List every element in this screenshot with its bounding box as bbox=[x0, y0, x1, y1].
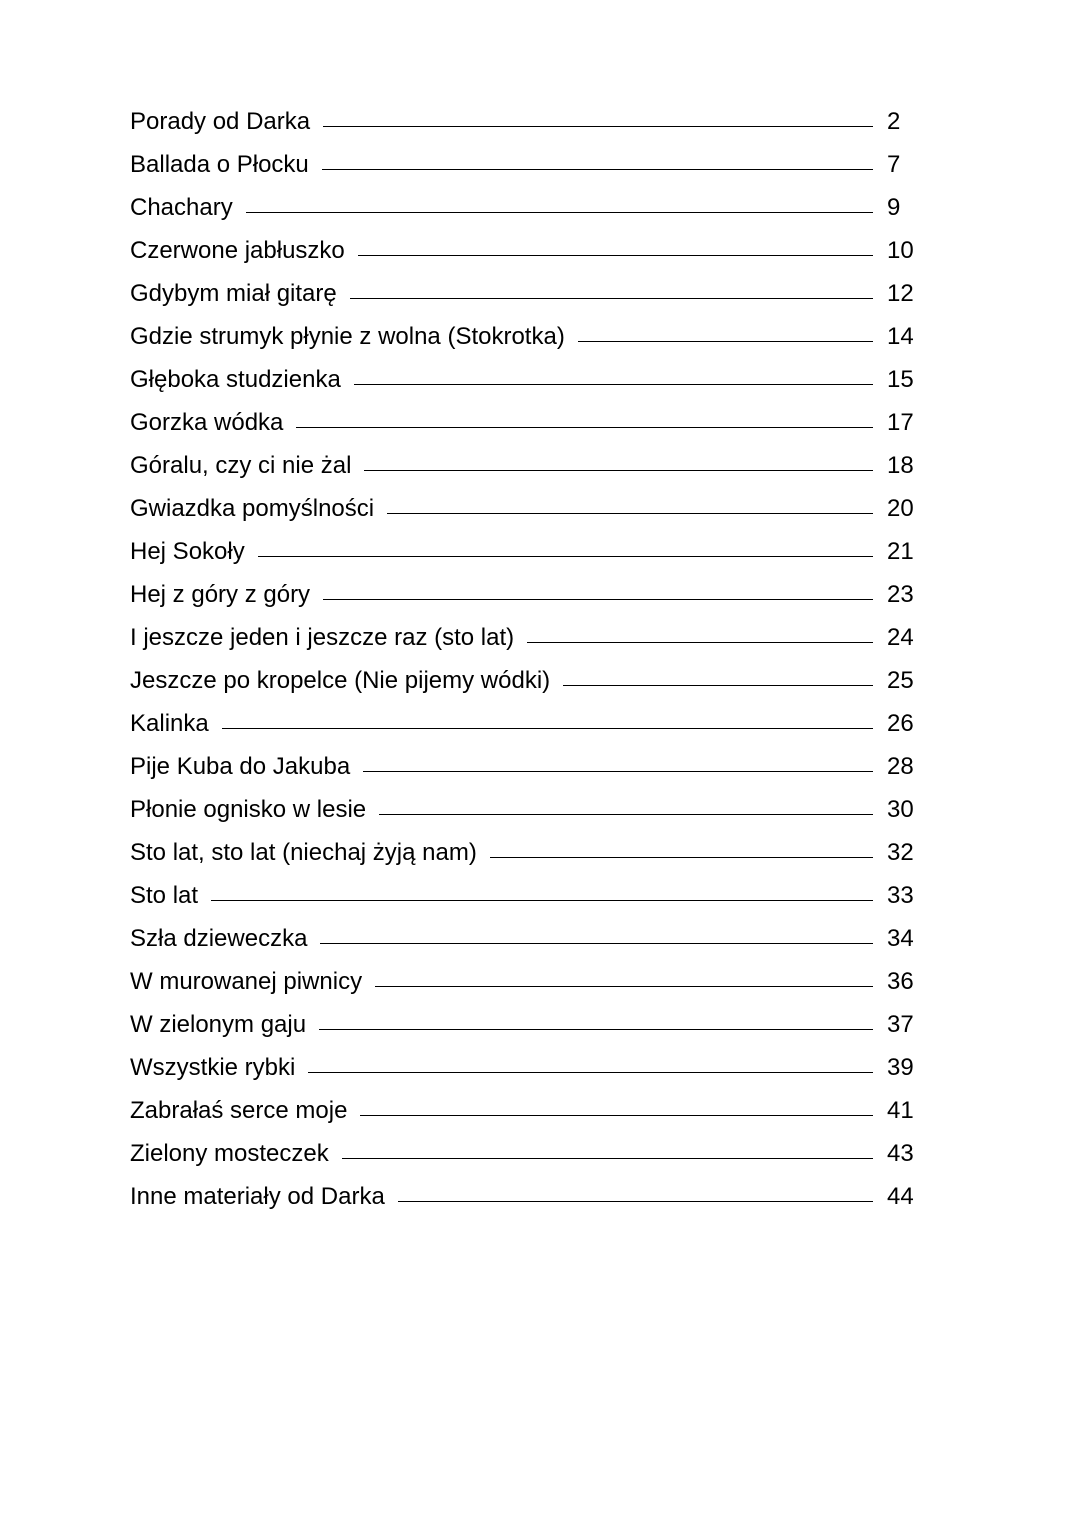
toc-entry-page-number: 24 bbox=[887, 624, 914, 651]
toc-entry[interactable] bbox=[130, 401, 915, 444]
toc-entry-page-number: 41 bbox=[887, 1097, 914, 1124]
toc-entry-page-number: 32 bbox=[887, 839, 914, 866]
toc-entry-title: Hej Sokoły bbox=[130, 538, 245, 565]
toc-entry-title: Zielony mosteczek bbox=[130, 1140, 329, 1167]
toc-entry-page-number: 23 bbox=[887, 581, 914, 608]
toc-leader-line bbox=[342, 1158, 873, 1159]
toc-entry-page-number: 2 bbox=[887, 108, 901, 135]
toc-entry[interactable] bbox=[130, 659, 915, 702]
toc-entry-page-number: 26 bbox=[887, 710, 914, 737]
toc-leader-line bbox=[296, 427, 873, 428]
toc-entry-title: Jeszcze po kropelce (Nie pijemy wódki) bbox=[130, 667, 551, 694]
toc-entry-page-number: 14 bbox=[887, 323, 914, 350]
toc-entry-title: Głęboka studzienka bbox=[130, 366, 341, 393]
toc-entry-title: W zielonym gaju bbox=[130, 1011, 307, 1038]
toc-leader-line bbox=[379, 814, 873, 815]
toc-entry[interactable] bbox=[130, 573, 915, 616]
toc-entry[interactable] bbox=[130, 530, 915, 573]
toc-leader-line bbox=[320, 943, 873, 944]
toc-entry[interactable] bbox=[130, 1046, 915, 1089]
toc-entry[interactable] bbox=[130, 1089, 915, 1132]
toc-entry[interactable] bbox=[130, 788, 915, 831]
toc-entry-title: Pije Kuba do Jakuba bbox=[130, 753, 351, 780]
table-of-contents bbox=[130, 100, 915, 1218]
toc-leader-line bbox=[398, 1201, 873, 1202]
toc-entry[interactable] bbox=[130, 917, 915, 960]
toc-leader-line bbox=[387, 513, 873, 514]
toc-entry-page-number: 9 bbox=[887, 194, 901, 221]
toc-entry[interactable] bbox=[130, 143, 915, 186]
toc-entry[interactable] bbox=[130, 1175, 915, 1218]
toc-entry[interactable] bbox=[130, 1003, 915, 1046]
toc-leader-line bbox=[363, 771, 873, 772]
toc-entry-title: Ballada o Płocku bbox=[130, 151, 309, 178]
toc-leader-line bbox=[358, 255, 873, 256]
toc-entry[interactable] bbox=[130, 229, 915, 272]
toc-entry[interactable] bbox=[130, 487, 915, 530]
toc-entry-title: Gwiazdka pomyślności bbox=[130, 495, 375, 522]
toc-entry-page-number: 10 bbox=[887, 237, 914, 264]
toc-entry[interactable] bbox=[130, 100, 915, 143]
toc-entry-title: Sto lat bbox=[130, 882, 199, 909]
toc-entry-title: Gdzie strumyk płynie z wolna (Stokrotka) bbox=[130, 323, 565, 350]
toc-entry-page-number: 44 bbox=[887, 1183, 914, 1210]
toc-entry-page-number: 36 bbox=[887, 968, 914, 995]
toc-entry-title: Chachary bbox=[130, 194, 233, 221]
toc-leader-line bbox=[222, 728, 873, 729]
toc-entry-page-number: 37 bbox=[887, 1011, 914, 1038]
toc-leader-line bbox=[354, 384, 873, 385]
toc-entry-page-number: 17 bbox=[887, 409, 914, 436]
toc-entry-page-number: 34 bbox=[887, 925, 914, 952]
toc-entry[interactable] bbox=[130, 702, 915, 745]
toc-leader-line bbox=[211, 900, 873, 901]
toc-entry-page-number: 20 bbox=[887, 495, 914, 522]
toc-entry-title: W murowanej piwnicy bbox=[130, 968, 363, 995]
toc-entry-title: I jeszcze jeden i jeszcze raz (sto lat) bbox=[130, 624, 515, 651]
toc-entry[interactable] bbox=[130, 186, 915, 229]
toc-entry-page-number: 43 bbox=[887, 1140, 914, 1167]
toc-entry-page-number: 33 bbox=[887, 882, 914, 909]
toc-entry-title: Porady od Darka bbox=[130, 108, 311, 135]
toc-entry-page-number: 25 bbox=[887, 667, 914, 694]
toc-entry-page-number: 30 bbox=[887, 796, 914, 823]
toc-entry-title: Góralu, czy ci nie żal bbox=[130, 452, 352, 479]
toc-entry-page-number: 7 bbox=[887, 151, 901, 178]
toc-entry-title: Gorzka wódka bbox=[130, 409, 284, 436]
toc-leader-line bbox=[490, 857, 873, 858]
toc-entry-title: Czerwone jabłuszko bbox=[130, 237, 345, 264]
toc-entry-title: Szła dzieweczka bbox=[130, 925, 308, 952]
toc-entry[interactable] bbox=[130, 874, 915, 917]
toc-leader-line bbox=[527, 642, 873, 643]
toc-leader-line bbox=[360, 1115, 873, 1116]
toc-leader-line bbox=[246, 212, 873, 213]
toc-entry-title: Wszystkie rybki bbox=[130, 1054, 296, 1081]
toc-leader-line bbox=[308, 1072, 873, 1073]
toc-entry[interactable] bbox=[130, 616, 915, 659]
toc-entry[interactable] bbox=[130, 960, 915, 1003]
toc-entry-title: Płonie ognisko w lesie bbox=[130, 796, 367, 823]
toc-leader-line bbox=[578, 341, 873, 342]
toc-entry[interactable] bbox=[130, 831, 915, 874]
toc-entry-page-number: 28 bbox=[887, 753, 914, 780]
toc-entry[interactable] bbox=[130, 272, 915, 315]
toc-entry-page-number: 12 bbox=[887, 280, 914, 307]
toc-entry-page-number: 18 bbox=[887, 452, 914, 479]
toc-entry-page-number: 39 bbox=[887, 1054, 914, 1081]
toc-entry-title: Sto lat, sto lat (niechaj żyją nam) bbox=[130, 839, 477, 866]
toc-leader-line bbox=[323, 126, 873, 127]
toc-leader-line bbox=[319, 1029, 873, 1030]
toc-entry[interactable] bbox=[130, 1132, 915, 1175]
toc-entry-title: Hej z góry z góry bbox=[130, 581, 311, 608]
toc-leader-line bbox=[258, 556, 873, 557]
toc-entry[interactable] bbox=[130, 444, 915, 487]
toc-leader-line bbox=[364, 470, 873, 471]
toc-entry-title: Zabrałaś serce moje bbox=[130, 1097, 348, 1124]
toc-entry[interactable] bbox=[130, 315, 915, 358]
toc-entry-page-number: 21 bbox=[887, 538, 914, 565]
toc-leader-line bbox=[563, 685, 873, 686]
toc-leader-line bbox=[323, 599, 873, 600]
toc-leader-line bbox=[322, 169, 873, 170]
toc-entry-title: Gdybym miał gitarę bbox=[130, 280, 337, 307]
toc-entry-page-number: 15 bbox=[887, 366, 914, 393]
toc-entry-title: Inne materiały od Darka bbox=[130, 1183, 385, 1210]
toc-entry-title: Kalinka bbox=[130, 710, 209, 737]
toc-leader-line bbox=[375, 986, 873, 987]
toc-entry[interactable] bbox=[130, 358, 915, 401]
toc-leader-line bbox=[350, 298, 873, 299]
toc-entry[interactable] bbox=[130, 745, 915, 788]
